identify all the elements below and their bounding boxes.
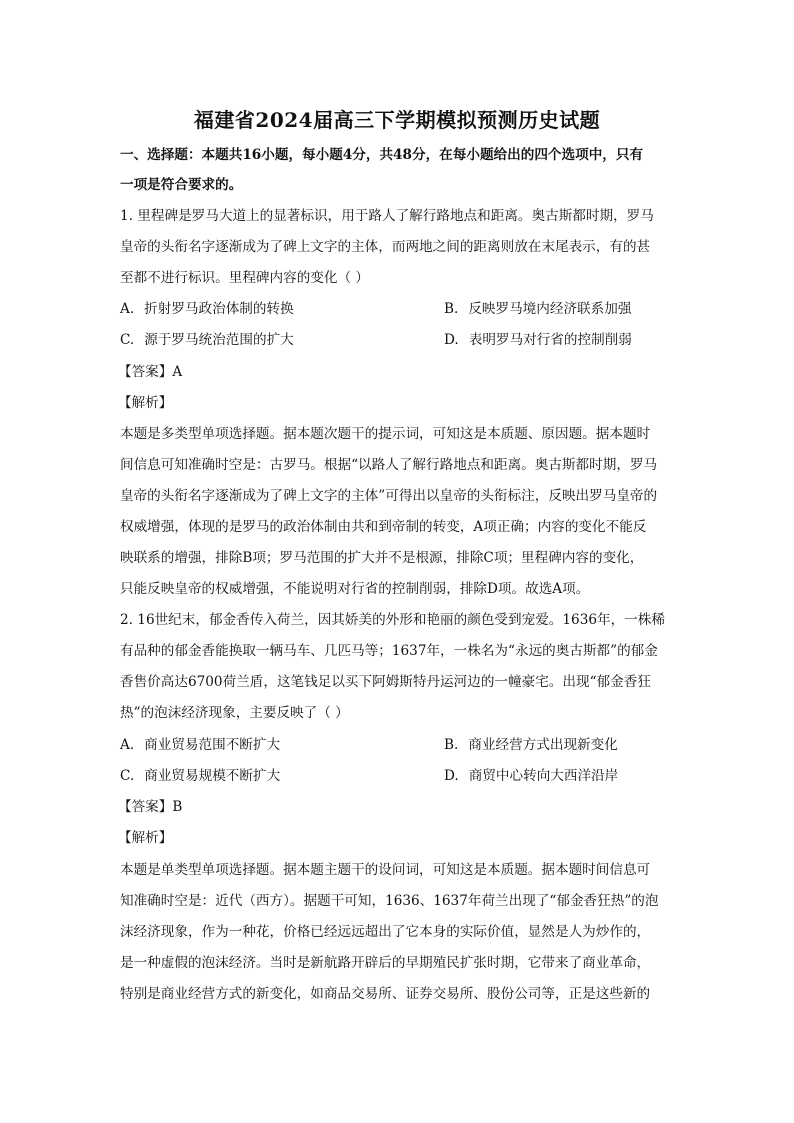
option-key: C.	[120, 768, 135, 784]
q1-analysis-line-6: 只能反映皇帝的权威增强，不能说明对行省的控制削弱，排除D项。故选A项。	[120, 581, 590, 597]
q1-stem-line-1: 1. 里程碑是罗马大道上的显著标识，用于路人了解行路地点和距离。奥古斯都时期，罗马	[120, 208, 654, 224]
q1-option-b	[444, 300, 631, 318]
q1-analysis-line-1: 本题是多类型单项选择题。据本题次题干的提示词，可知这是本质题、原因题。据本题时	[120, 426, 651, 442]
q1-option-d	[444, 331, 632, 349]
option-text: 表明罗马对行省的控制削弱	[468, 332, 632, 348]
option-key: A.	[120, 737, 135, 753]
q1-analysis-line-2: 间信息可知准确时空是：古罗马。根据“以路人了解行路地点和距离。奥古斯都时期，罗马	[120, 457, 658, 473]
q2-option-b	[444, 736, 618, 754]
q1-option-c	[120, 331, 294, 349]
q1-analysis-line-5: 映联系的增强，排除B项；罗马范围的扩大并不是根源，排除C项；里程碑内容的变化，	[120, 550, 644, 566]
q2-analysis-line-4: 是一种虚假的泡沫经济。当时是新航路开辟后的早期殖民扩张时期，它带来了商业革命，	[120, 955, 651, 971]
q1-answer: 【答案】A	[118, 364, 183, 380]
option-text: 商贸中心转向大西洋沿岸	[468, 768, 619, 784]
option-text: 折射罗马政治体制的转换	[144, 301, 294, 317]
q2-option-d	[444, 767, 618, 785]
option-text: 源于罗马统治范围的扩大	[144, 332, 294, 348]
page-title: 福建省2024届高三下学期模拟预测历史试题	[193, 108, 601, 132]
option-text: 商业贸易范围不断扩大	[144, 737, 281, 753]
q1-stem-line-2: 皇帝的头衔名字逐渐成为了碑上文字的主体，而两地之间的距离则放在末尾表示，有的甚	[120, 239, 651, 255]
option-key: D.	[444, 768, 459, 784]
section-header-line-2: 一项是符合要求的。	[120, 177, 243, 193]
option-text: 反映罗马境内经济联系加强	[468, 301, 632, 317]
q1-stem-line-3: 至都不进行标识。里程碑内容的变化（ ）	[120, 270, 370, 286]
q2-analysis-line-3: 沫经济现象，作为一种花，价格已经远远超出了它本身的实际价值，显然是人为炒作的，	[120, 924, 651, 940]
q2-option-c	[120, 767, 280, 785]
q2-answer: 【答案】B	[118, 799, 183, 815]
option-text: 商业贸易规模不断扩大	[144, 768, 281, 784]
option-key: A.	[120, 301, 135, 317]
q2-stem-line-4: 热”的泡沫经济现象，主要反映了（ ）	[120, 705, 349, 721]
q2-analysis-line-2: 知准确时空是：近代（西方）。据题干可知，1636、1637年荷兰出现了“郁金香狂热”的泡	[120, 893, 659, 909]
section-header-line-1: 一、选择题：本题共16小题，每小题4分，共48分，在每小题给出的四个选项中，只有	[120, 147, 644, 163]
option-text: 商业经营方式出现新变化	[468, 737, 618, 753]
q2-stem-line-2: 有品种的郁金香能换取一辆马车、几匹马等；1637年，一株名为“永远的奥古斯都”的郁金	[120, 643, 658, 659]
q1-analysis-line-4: 权威增强，体现的是罗马的政治体制由共和到帝制的转变，A项正确；内容的变化不能反	[120, 519, 647, 535]
option-key: B.	[444, 737, 459, 753]
q2-analysis-line-1: 本题是单类型单项选择题。据本题主题干的设问词，可知这是本质题。据本题时间信息可	[120, 862, 651, 878]
q2-analysis-line-5: 特别是商业经营方式的新变化，如商品交易所、证券交易所、股份公司等，正是这些新的	[120, 986, 651, 1002]
option-key: D.	[444, 332, 459, 348]
q2-analysis-label: 【解析】	[118, 830, 173, 846]
q1-analysis-line-3: 皇帝的头衔名字逐渐成为了碑上文字的主体”可得出以皇帝的头衔标注，反映出罗马皇帝的	[120, 488, 658, 504]
q1-analysis-label: 【解析】	[118, 395, 173, 411]
q2-stem-line-1: 2. 16世纪末，郁金香传入荷兰，因其娇美的外形和艳丽的颜色受到宠爱。1636年，一株稀	[120, 612, 665, 628]
option-key: B.	[444, 301, 459, 317]
option-key: C.	[120, 332, 135, 348]
q1-option-a	[120, 300, 294, 318]
q2-stem-line-3: 香售价高达6700荷兰盾，这笔钱足以买下阿姆斯特丹运河边的一幢豪宅。出现“郁金香狂	[120, 674, 651, 690]
q2-option-a	[120, 736, 280, 754]
